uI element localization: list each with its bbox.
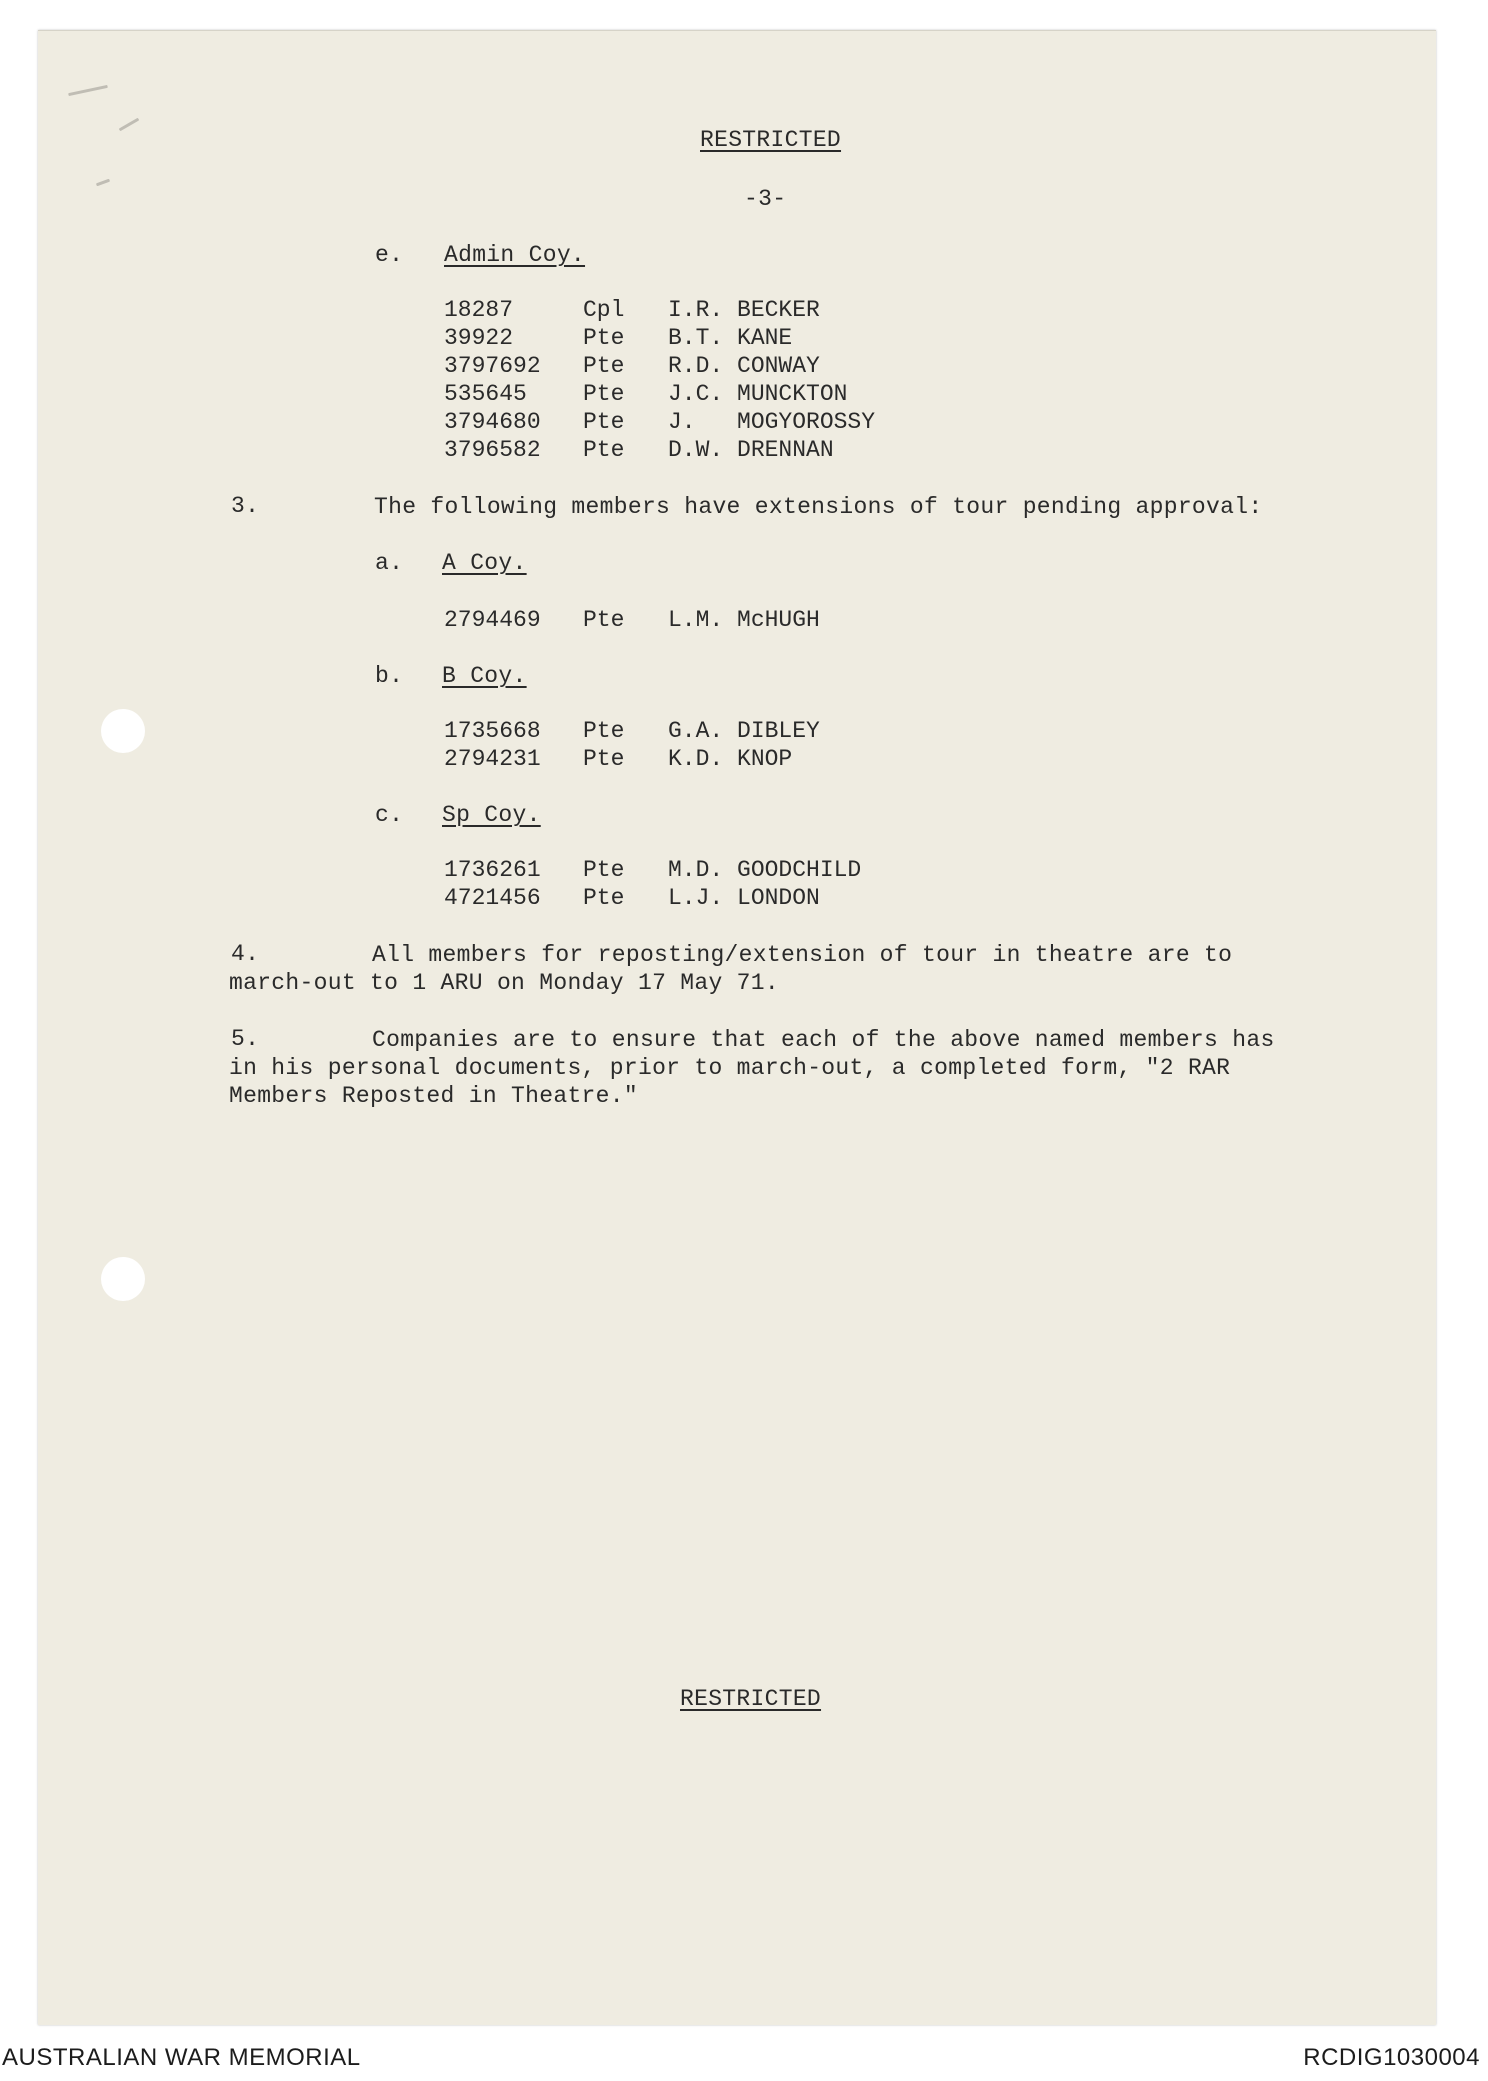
rank: Pte	[583, 607, 625, 633]
member-name: M.D. GOODCHILD	[668, 857, 862, 883]
rank: Cpl	[583, 297, 625, 323]
rank: Pte	[583, 381, 625, 407]
paper-mark	[68, 85, 108, 96]
member-name: J.C. MUNCKTON	[668, 381, 848, 407]
para-4-number: 4.	[231, 941, 260, 967]
member-name: J. MOGYOROSSY	[668, 409, 876, 435]
member-name: I.R. BECKER	[668, 297, 820, 323]
header-classification: RESTRICTED	[700, 127, 842, 153]
member-name: R.D. CONWAY	[668, 353, 820, 379]
page-number: -3-	[744, 186, 787, 212]
rank: Pte	[583, 409, 625, 435]
section-e-title: Admin Coy.	[444, 242, 586, 268]
archive-credit: AUSTRALIAN WAR MEMORIAL	[2, 2044, 361, 2071]
group-c-title: Sp Coy.	[442, 802, 541, 828]
rank: Pte	[583, 857, 625, 883]
service-number: 1735668	[444, 718, 541, 744]
para-5-line-2: in his personal documents, prior to march-out, a completed form, "2 RAR	[229, 1055, 1231, 1081]
service-number: 1736261	[444, 857, 541, 883]
rank: Pte	[583, 746, 625, 772]
service-number: 2794469	[444, 607, 541, 633]
punch-hole-upper	[101, 709, 145, 753]
rank: Pte	[583, 718, 625, 744]
rank: Pte	[583, 885, 625, 911]
group-b-letter: b.	[375, 663, 404, 689]
service-number: 3796582	[444, 437, 541, 463]
member-name: L.J. LONDON	[668, 885, 820, 911]
service-number: 18287	[444, 297, 514, 323]
para-5-line-3: Members Reposted in Theatre."	[229, 1083, 638, 1109]
para-3-number: 3.	[231, 493, 260, 519]
service-number: 3797692	[444, 353, 541, 379]
service-number: 39922	[444, 325, 514, 351]
punch-hole-lower	[101, 1257, 145, 1301]
group-a-title: A Coy.	[442, 550, 527, 576]
archive-reference: RCDIG1030004	[1303, 2044, 1480, 2071]
group-a-letter: a.	[375, 550, 404, 576]
member-name: G.A. DIBLEY	[668, 718, 820, 744]
service-number: 3794680	[444, 409, 541, 435]
member-name: K.D. KNOP	[668, 746, 793, 772]
group-b-title: B Coy.	[442, 663, 527, 689]
member-name: D.W. DRENNAN	[668, 437, 834, 463]
rank: Pte	[583, 325, 625, 351]
member-name: B.T. KANE	[668, 325, 793, 351]
service-number: 535645	[444, 381, 527, 407]
para-4-line-1: All members for reposting/extension of tour in theatre are to	[372, 942, 1233, 968]
paper-mark	[119, 118, 140, 132]
footer-classification: RESTRICTED	[680, 1686, 822, 1712]
member-name: L.M. McHUGH	[668, 607, 820, 633]
para-3-text: The following members have extensions of tour pending approval:	[374, 494, 1263, 520]
section-e-letter: e.	[375, 242, 404, 268]
service-number: 2794231	[444, 746, 541, 772]
para-5-number: 5.	[231, 1026, 260, 1052]
paper-mark	[96, 179, 110, 187]
group-c-letter: c.	[375, 802, 404, 828]
rank: Pte	[583, 437, 625, 463]
service-number: 4721456	[444, 885, 541, 911]
para-5-line-1: Companies are to ensure that each of the above named members has	[372, 1027, 1275, 1053]
rank: Pte	[583, 353, 625, 379]
para-4-line-2: march-out to 1 ARU on Monday 17 May 71.	[229, 970, 779, 996]
